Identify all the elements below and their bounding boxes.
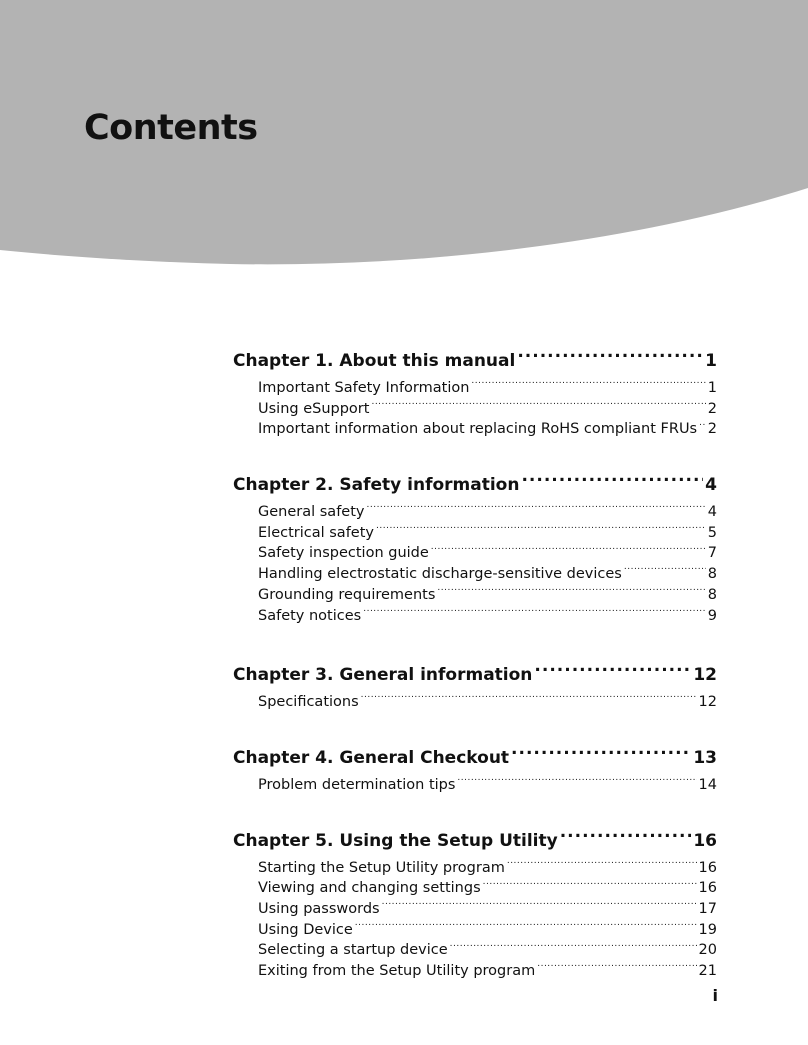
toc-chapter xyxy=(233,346,717,440)
dot-leader xyxy=(355,920,697,934)
toc-chapter-title: Chapter 4. General Checkout xyxy=(233,747,510,768)
toc-entry[interactable] xyxy=(258,775,717,796)
toc-entry[interactable] xyxy=(258,920,717,941)
dot-leader xyxy=(361,692,697,706)
toc-chapter-heading[interactable] xyxy=(233,743,717,771)
toc-entry-title: Safety inspection guide xyxy=(258,545,429,562)
toc-entry[interactable] xyxy=(258,961,717,982)
toc-entry[interactable] xyxy=(258,419,717,440)
toc-chapter xyxy=(233,826,717,982)
toc-entry-list xyxy=(258,692,717,713)
toc-entry[interactable] xyxy=(258,878,717,899)
dot-leader xyxy=(437,585,705,599)
toc-entry-title: Using Device xyxy=(258,921,353,938)
toc-entry[interactable] xyxy=(258,858,717,879)
toc-entry-title: Specifications xyxy=(258,694,359,711)
toc-entry-page: 1 xyxy=(707,380,717,396)
toc-chapter-page: 16 xyxy=(693,830,717,851)
toc-chapter-heading[interactable] xyxy=(233,346,717,374)
dot-leader xyxy=(471,378,705,392)
toc-entry-page: 7 xyxy=(707,545,717,562)
toc-chapter-heading[interactable] xyxy=(233,826,717,854)
toc-entry-title: Problem determination tips xyxy=(258,776,456,793)
toc-chapter-heading[interactable] xyxy=(233,470,717,498)
toc-entry[interactable] xyxy=(258,940,717,961)
toc-chapter-page: 4 xyxy=(705,475,717,496)
dot-leader xyxy=(450,940,697,954)
toc-chapter-heading[interactable] xyxy=(233,660,717,688)
toc-entry-title: Using eSupport xyxy=(258,400,370,417)
dot-leader xyxy=(521,470,703,490)
toc-entry-page: 21 xyxy=(698,963,717,979)
toc-entry-page: 5 xyxy=(707,524,717,541)
dot-leader xyxy=(511,743,691,763)
dot-leader xyxy=(382,899,697,913)
dot-leader xyxy=(507,858,697,872)
toc-entry[interactable] xyxy=(258,378,717,399)
toc-entry-title: Grounding requirements xyxy=(258,586,436,603)
toc-entry-page: 16 xyxy=(698,859,717,876)
dot-leader xyxy=(537,961,696,975)
toc-chapter-page: 12 xyxy=(693,665,717,686)
page-title: Contents xyxy=(84,108,258,148)
dot-leader xyxy=(366,502,705,516)
toc-chapter-title: Chapter 1. About this manual xyxy=(233,351,516,371)
dot-leader xyxy=(457,775,696,789)
toc-chapter-page: 13 xyxy=(693,747,717,768)
toc-entry[interactable] xyxy=(258,523,717,544)
toc-entry-title: Selecting a startup device xyxy=(258,942,448,959)
dot-leader xyxy=(517,346,703,366)
toc-entry-title: Important Safety Information xyxy=(258,380,470,396)
dot-leader xyxy=(371,399,705,413)
toc-entry[interactable] xyxy=(258,502,717,523)
toc-entry-list xyxy=(258,775,717,796)
dot-leader xyxy=(560,826,692,846)
toc-entry[interactable] xyxy=(258,692,717,713)
toc-entry-page: 12 xyxy=(698,694,717,711)
toc-entry[interactable] xyxy=(258,899,717,920)
page-number: i xyxy=(712,986,718,1005)
toc-entry-title: Starting the Setup Utility program xyxy=(258,859,505,876)
toc-chapter xyxy=(233,660,717,713)
toc-entry-page: 2 xyxy=(707,421,717,438)
dot-leader xyxy=(624,564,706,578)
dot-leader xyxy=(431,543,706,557)
toc-entry[interactable] xyxy=(258,585,717,606)
toc-chapter-title: Chapter 3. General information xyxy=(233,665,533,686)
toc-entry-page: 20 xyxy=(698,942,717,959)
toc-entry-title: Important information about replacing RoHS compliant FRUs xyxy=(258,421,698,438)
toc-entry-list xyxy=(258,378,717,440)
toc-entry[interactable] xyxy=(258,564,717,585)
toc-entry-page: 9 xyxy=(707,607,717,624)
toc-entry-page: 16 xyxy=(698,880,717,897)
toc-entry-page: 19 xyxy=(698,921,717,938)
toc-entry-page: 4 xyxy=(707,504,717,521)
toc-entry[interactable] xyxy=(258,543,717,564)
toc-entry-page: 14 xyxy=(698,776,717,793)
dot-leader xyxy=(483,878,697,892)
dot-leader xyxy=(534,660,691,680)
toc-entry-title: Viewing and changing settings xyxy=(258,880,481,897)
toc-entry-title: General safety xyxy=(258,504,365,521)
toc-chapter xyxy=(233,470,717,626)
dot-leader xyxy=(376,523,706,537)
table-of-contents xyxy=(233,346,717,1012)
toc-entry-list xyxy=(258,858,717,982)
toc-entry-title: Using passwords xyxy=(258,900,380,917)
toc-entry-page: 17 xyxy=(698,900,717,917)
toc-chapter-page: 1 xyxy=(705,351,717,371)
dot-leader xyxy=(363,606,706,620)
toc-entry-page: 8 xyxy=(707,566,717,583)
toc-entry-title: Exiting from the Setup Utility program xyxy=(258,963,536,979)
toc-entry-title: Electrical safety xyxy=(258,524,374,541)
toc-chapter xyxy=(233,743,717,796)
toc-entry[interactable] xyxy=(258,606,717,627)
toc-chapter-title: Chapter 5. Using the Setup Utility xyxy=(233,830,558,851)
toc-entry-page: 8 xyxy=(707,586,717,603)
dot-leader xyxy=(699,419,706,433)
toc-entry-list xyxy=(258,502,717,626)
toc-entry-title: Handling electrostatic discharge-sensitive devices xyxy=(258,566,622,583)
toc-entry-title: Safety notices xyxy=(258,607,362,624)
toc-chapter-title: Chapter 2. Safety information xyxy=(233,475,520,496)
toc-entry-page: 2 xyxy=(707,400,717,417)
toc-entry[interactable] xyxy=(258,399,717,420)
